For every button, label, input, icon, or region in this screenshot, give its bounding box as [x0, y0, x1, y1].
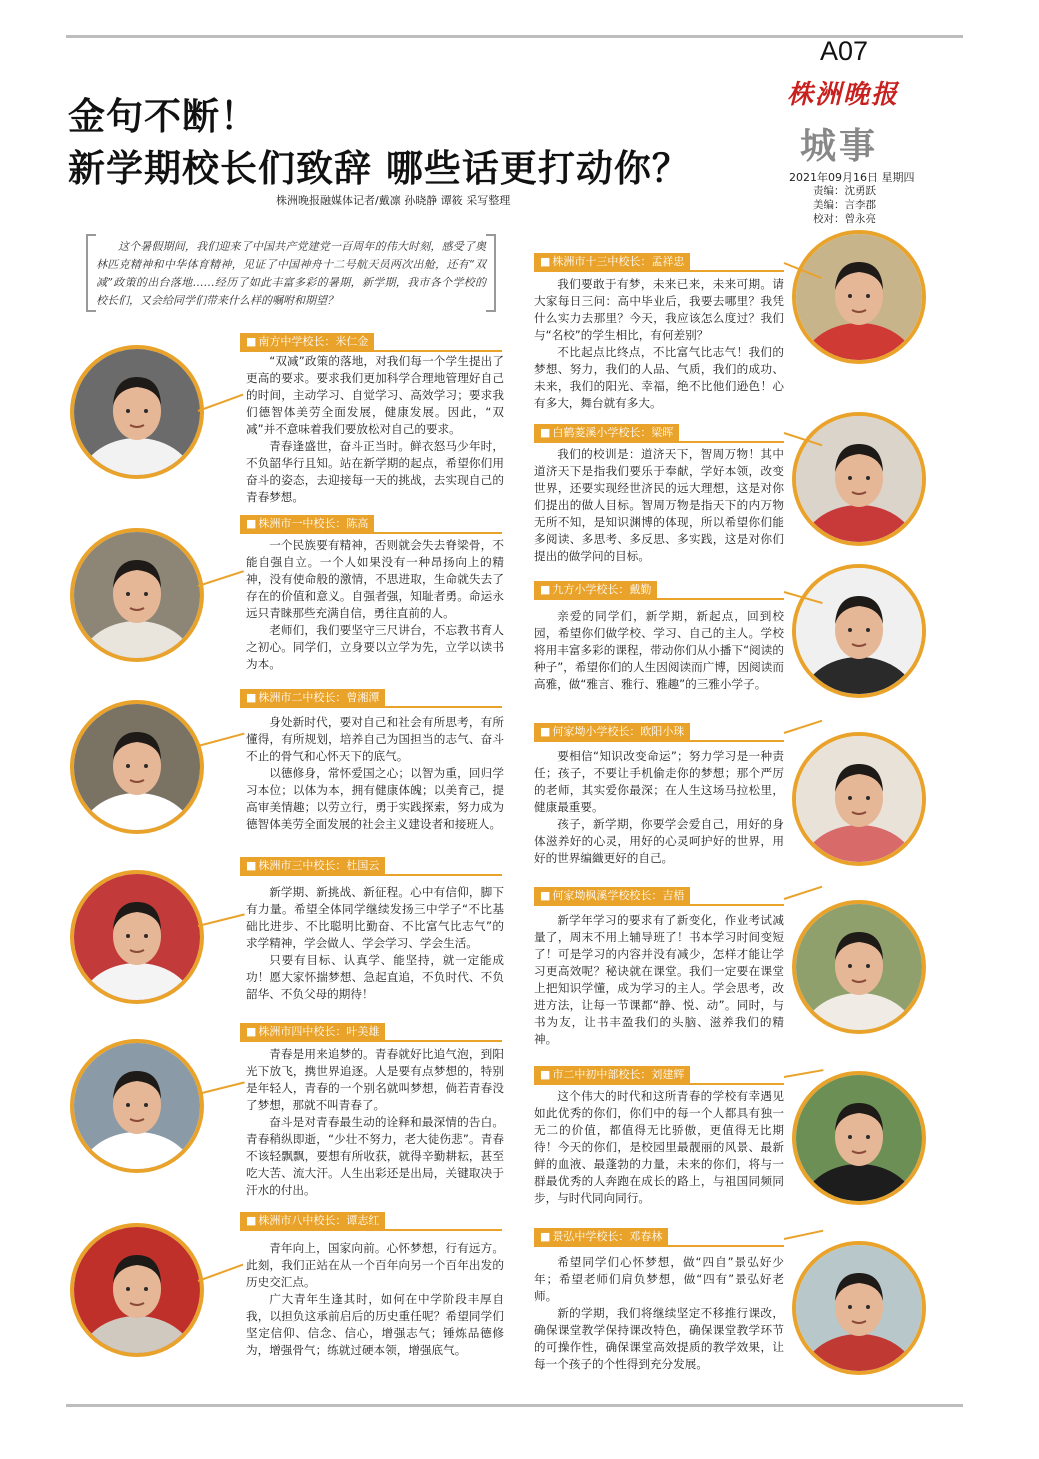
- editor-credits: [813, 184, 876, 226]
- principal-label: ■ 何家坳枫溪学校校长：吉梧: [534, 887, 690, 904]
- speech-paragraph: 希望同学们心怀梦想，做“四自”景弘好少年；希望老师们肩负梦想，做“四有”景弘好老师。: [534, 1255, 784, 1303]
- speech-paragraph: 一个民族要有精神，否则就会失去脊梁骨，不能自强自立。一个人如果没有一种昂扬向上的精神，没有使命般的激情，不思进取，生命就失去了存在的价值和意义。自强者强，知耻者勇。命运永远只青睐那些充满自信，勇往直前的人。: [246, 538, 504, 620]
- photo-connector: [198, 733, 245, 747]
- principal-photo: [70, 1039, 204, 1173]
- principal-photo: [70, 345, 204, 479]
- label-underline: [534, 1083, 784, 1085]
- principal-speech: [534, 1254, 784, 1373]
- label-underline: [240, 874, 502, 876]
- principal-photo: [792, 1071, 926, 1205]
- headline-line1: 金句不断！: [68, 95, 258, 138]
- label-underline: [240, 350, 502, 352]
- credit-designer: 美编：言李郡: [813, 199, 876, 211]
- principal-speech: [246, 1240, 504, 1359]
- credit-proofreader: 校对：曾永亮: [813, 213, 876, 225]
- principal-speech: [534, 446, 784, 565]
- speech-paragraph: 以德修身，常怀爱国之心；以智为重，回归学习本位；以体为本，拥有健康体魄；以美育己，提高审美情趣；以劳立行，勇于实践探索，努力成为德智体美劳全面发展的社会主义建设者和接班人。: [246, 766, 504, 831]
- principal-photo: [792, 230, 926, 364]
- principal-label: ■ 株洲市八中校长：谭志红: [240, 1212, 385, 1229]
- principal-label: ■ 市二中初中部校长：刘建辉: [534, 1066, 690, 1083]
- photo-connector: [198, 394, 244, 412]
- principal-photo: [70, 700, 204, 834]
- principal-label: ■ 白鹤菱溪小学校长：梁晖: [534, 424, 679, 441]
- label-underline: [534, 598, 784, 600]
- principal-label: ■ 株洲市一中校长：陈高: [240, 515, 374, 532]
- photo-connector: [784, 720, 823, 734]
- speech-paragraph: 要相信“知识改变命运”；努力学习是一种责任；孩子，不要让手机偷走你的梦想；那个严厉的老师，其实爱你最深；在人生这场马拉松里，健康最重要。: [534, 749, 784, 814]
- photo-connector: [784, 886, 823, 900]
- label-underline: [240, 1229, 502, 1231]
- credit-editor: 责编：沈勇跃: [813, 185, 876, 197]
- speech-paragraph: 新的学期，我们将继续坚定不移推行课改，确保课堂教学保持课改特色，确保课堂教学环节的可操作性，确保课堂高效提质的教学效果，让每一个孩子的个性得到充分发展。: [534, 1306, 784, 1371]
- principal-speech: [246, 884, 504, 1003]
- photo-connector: [784, 1230, 824, 1240]
- principal-label: ■ 南方中学校长：米仁金: [240, 333, 374, 350]
- label-underline: [240, 706, 502, 708]
- bottom-rule: [66, 1404, 963, 1407]
- principal-label: ■ 株洲市四中校长：叶美雄: [240, 1023, 385, 1040]
- principal-label: ■ 株洲市二中校长：曾湘潭: [240, 689, 385, 706]
- speech-paragraph: 青年向上，国家向前。心怀梦想，行有远方。此刻，我们正站在从一个百年向另一个百年出发的历史交汇点。: [246, 1241, 504, 1289]
- dateline: 2021年09月16日 星期四: [789, 171, 915, 184]
- principal-speech: [246, 353, 504, 506]
- page-number: A07: [820, 36, 869, 66]
- speech-paragraph: 新学年学习的要求有了新变化，作业考试减量了，周末不用上辅导班了！书本学习时间变短了！可是学习的内容并没有减少，怎样才能让学习更高效呢？秘诀就在课堂。我们一定要在课堂上把知识学懂，成为学习的主人。学会思考，改进方法，让每一节课都“静、悦、动”。同时，与书为友，让书丰盈我们的头脑、滋养我们的精神。: [534, 913, 784, 1046]
- principal-speech: [534, 276, 784, 412]
- speech-paragraph: 奋斗是对青春最生动的诠释和最深情的告白。青春稍纵即逝，“少壮不努力，老大徒伤悲”。青春不该轻飘飘，要想有所收获，就得辛勤耕耘，甚至吃大苦、流大汗。人生出彩还是出局，关键取决于汗水的付出。: [246, 1115, 504, 1197]
- principal-speech: [246, 1046, 504, 1199]
- speech-paragraph: 只要有目标、认真学、能坚持，就一定能成功！愿大家怀揣梦想、急起直追，不负时代、不负韶华、不负父母的期待！: [246, 953, 504, 1001]
- principal-photo: [792, 732, 926, 866]
- label-underline: [534, 441, 784, 443]
- speech-paragraph: 广大青年生逢其时，如何在中学阶段丰厚自我，以担负这承前启后的历史重任呢？希望同学们坚定信仰、信念、信心，增强志气；锤炼品德修为，增强骨气；练就过硬本领，增强底气。: [246, 1292, 504, 1357]
- label-underline: [534, 740, 784, 742]
- principal-label: ■ 景弘中学校长：邓春林: [534, 1228, 668, 1245]
- photo-connector: [198, 1264, 244, 1282]
- principal-speech: [534, 1088, 784, 1207]
- masthead-logo: 株洲晚报: [786, 80, 899, 110]
- principal-speech: [246, 537, 504, 673]
- speech-paragraph: 身处新时代，要对自己和社会有所思考，有所懂得，有所规划，培养自己为国担当的志气、奋斗不止的骨气和心怀天下的底气。: [246, 715, 504, 763]
- photo-connector: [198, 913, 245, 927]
- label-underline: [534, 904, 784, 906]
- speech-paragraph: 不比起点比终点，不比富气比志气！我们的梦想、努力，我们的人品、气质，我们的成功、未来，我们的阳光、幸福，绝不比他们逊色！心有多大，舞台就有多大。: [534, 345, 784, 410]
- speech-paragraph: 新学期、新挑战、新征程。心中有信仰，脚下有力量。希望全体同学继续发扬三中学子“不比基础比进步、不比聪明比勤奋、不比富气比志气”的求学精神，学会做人、学会学习、学会生活。: [246, 885, 504, 950]
- headline-line2: 新学期校长们致辞 哪些话更打动你？: [68, 147, 690, 190]
- principal-photo: [70, 528, 204, 662]
- speech-paragraph: 青春是用来追梦的。青春就好比追气泡，到阳光下放飞，携世界追逐。人是要有点梦想的，特别是年轻人，青春的一个别名就叫梦想，倘若青春没了梦想，那就不叫青春了。: [246, 1047, 504, 1112]
- speech-paragraph: 我们要敢于有梦，未来已来，未来可期。请大家每日三问：高中毕业后，我要去哪里？我凭什么实力去那里？今天，我应该怎么度过？我们与“名校”的学生相比，有何差别？: [534, 277, 784, 342]
- label-underline: [534, 270, 784, 272]
- photo-connector: [198, 1081, 245, 1095]
- principal-photo: [792, 1241, 926, 1375]
- intro-bracket-right: [486, 234, 496, 312]
- label-underline: [240, 1040, 502, 1042]
- photo-connector: [198, 570, 244, 587]
- speech-paragraph: 我们的校训是：道济天下，智周万物！其中道济天下是指我们要乐于奉献，学好本领，改变世界，还要实现经世济民的远大理想，这是对你们提出的做人目标。智周万物是指天下的内万物无所不知，是知识渊博的体现，所以希望你们能多阅读、多思考、多反思、多实践，这是对你们提出的做学问的目标。: [534, 447, 784, 563]
- principal-speech: [534, 608, 784, 693]
- intro-box: [86, 232, 496, 314]
- principal-label: ■ 株洲市三中校长：杜国云: [240, 857, 385, 874]
- speech-paragraph: 亲爱的同学们，新学期，新起点，回到校园，希望你们做学校、学习、自己的主人。学校将用丰富多彩的课程，带动你们从小播下“阅读的种子”，希望你们的人生因阅读而广博，因阅读而高雅，做“雅言、雅行、雅趣”的三雅小学子。: [534, 609, 784, 691]
- byline: 株洲晚报融媒体记者/戴凛 孙晓静 谭筱 采写整理: [276, 194, 511, 207]
- principal-speech: [534, 748, 784, 867]
- principal-speech: [534, 912, 784, 1048]
- intro-text: 这个暑假期间，我们迎来了中国共产党建党一百周年的伟大时刻，感受了奥林匹克精神和中华体育精神，见证了中国神舟十二号航天员两次出舱，还有“双减”政策的出台落地……经历了如此丰富多彩的暑期，新学期，我市各个学校的校长们，又会给同学们带来什么样的嘱咐和期望？: [96, 240, 486, 307]
- speech-paragraph: “双减”政策的落地，对我们每一个学生提出了更高的要求。要求我们更加科学合理地管理好自己的时间，主动学习、自觉学习、高效学习；要求我们德智体美劳全面发展，健康发展。因此，“双减”并不意味着我们要放松对自己的要求。: [246, 354, 504, 436]
- principal-photo: [70, 1223, 204, 1357]
- speech-paragraph: 老师们，我们要坚守三尺讲台，不忘教书育人之初心。同学们，立身要以立学为先，立学以读书为本。: [246, 623, 504, 671]
- principal-label: ■ 九方小学校长：戴勤: [534, 581, 657, 598]
- speech-paragraph: 青春逢盛世，奋斗正当时。鲜衣怒马少年时，不负韶华行且知。站在新学期的起点，希望你们用奋斗的姿态，去迎接每一天的挑战，去实现自己的青春梦想。: [246, 439, 504, 504]
- speech-paragraph: 孩子，新学期，你要学会爱自己，用好的身体滋养好的心灵，用好的心灵呵护好的世界，用好的世界编織更好的自己。: [534, 817, 784, 865]
- principal-photo: [792, 900, 926, 1034]
- label-underline: [534, 1245, 784, 1247]
- principal-label: ■ 株洲市十三中校长：孟祥忠: [534, 253, 690, 270]
- principal-photo: [792, 564, 926, 698]
- principal-photo: [70, 870, 204, 1004]
- intro-bracket-left: [86, 234, 96, 312]
- speech-paragraph: 这个伟大的时代和这所青春的学校有幸遇见如此优秀的你们，你们中的每一个人都具有独一无二的价值，都值得无比骄傲，更值得无比期待！今天的你们，是校园里最靓丽的风景、最新鲜的血液、最蓬勃的力量，未来的你们，将与一群最优秀的人奔跑在成长的路上，与祖国同频同步，与时代同向同行。: [534, 1089, 784, 1205]
- section-title: 城事: [800, 125, 879, 167]
- principal-photo: [792, 412, 926, 546]
- principal-label: ■ 何家坳小学校长：欧阳小珠: [534, 723, 690, 740]
- principal-speech: [246, 714, 504, 833]
- label-underline: [240, 532, 502, 534]
- photo-connector: [784, 1069, 824, 1078]
